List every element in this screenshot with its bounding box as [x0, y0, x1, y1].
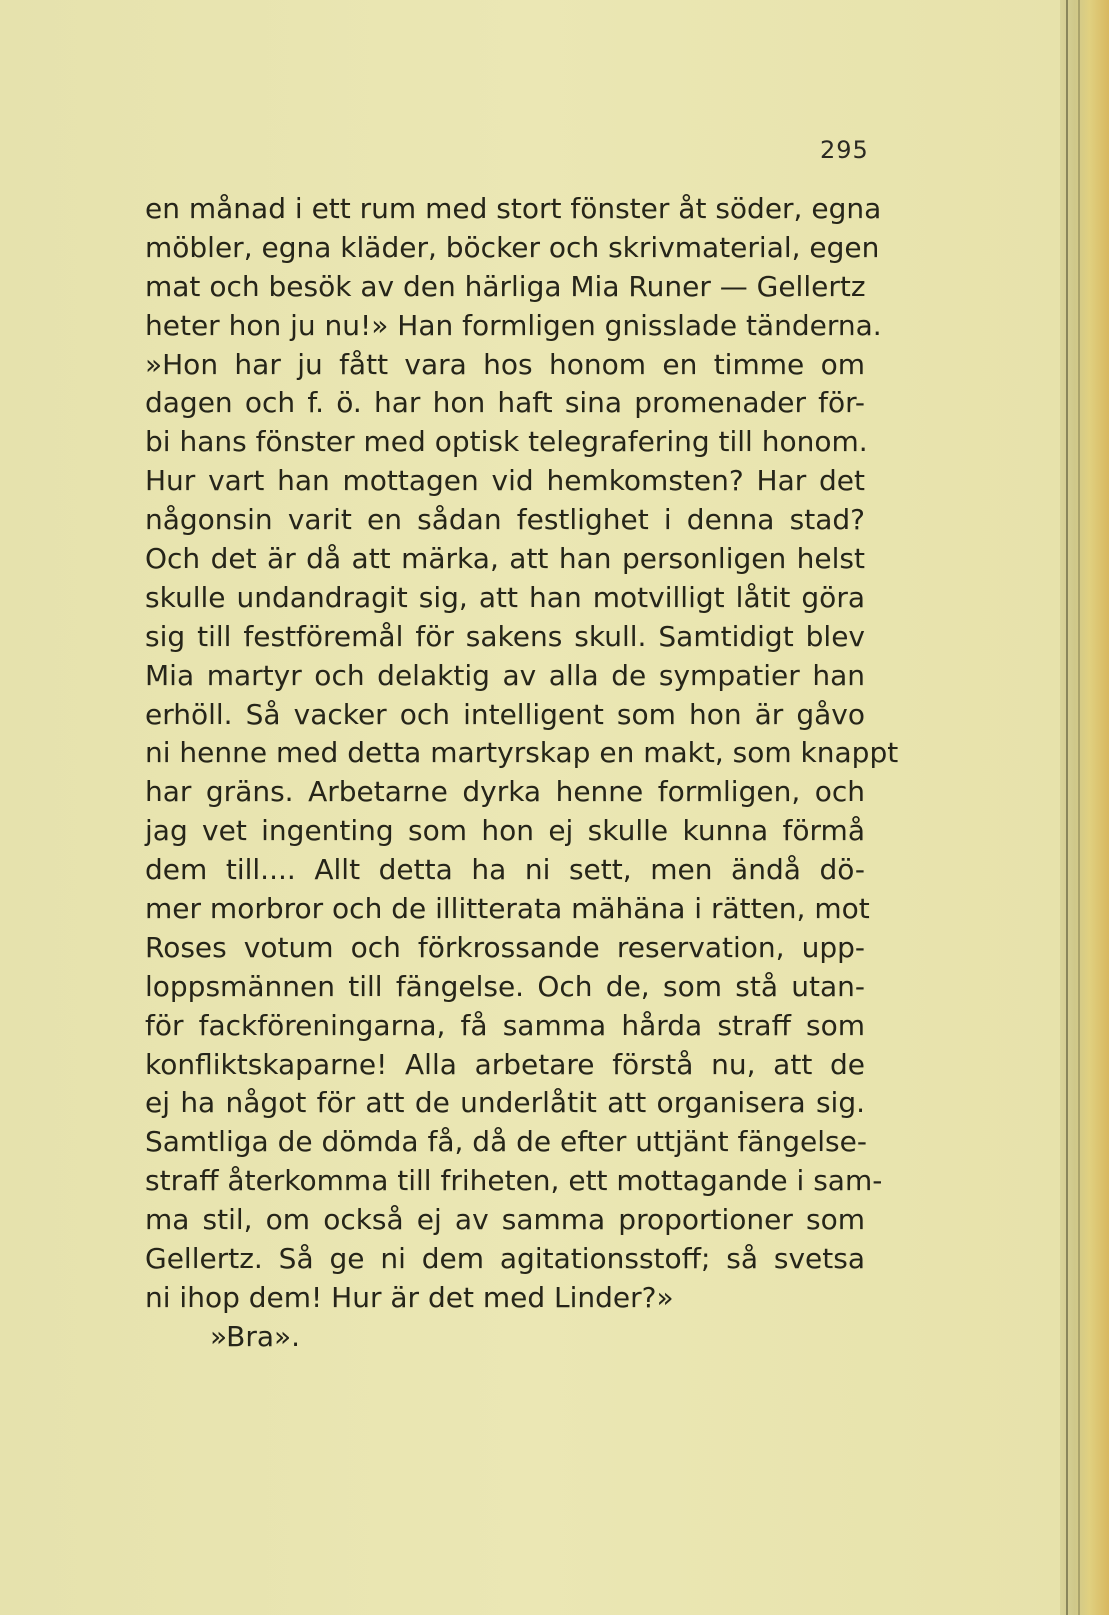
text-line: Gellertz. Så ge ni dem agitationsstoff; så svetsa	[145, 1242, 865, 1276]
text-line: dagen och f. ö. har hon haft sina promenader för-	[145, 386, 865, 420]
text-line: ni ihop dem! Hur är det med Linder?»	[145, 1280, 674, 1314]
edge-shadow-line	[1066, 0, 1068, 1615]
text-line: mat och besök av den härliga Mia Runer — Gellertz	[145, 269, 866, 303]
text-line: dem till.... Allt detta ha ni sett, men ändå dö-	[145, 853, 865, 887]
text-line: för fackföreningarna, få samma hårda straff som	[145, 1008, 865, 1042]
text-line: konfliktskaparne! Alla arbetare förstå nu, att de	[145, 1047, 865, 1081]
text-line: någonsin varit en sådan festlighet i denna stad?	[145, 503, 865, 537]
text-line: skulle undandragit sig, att han motvilligt låtit göra	[145, 580, 865, 614]
text-line: heter hon ju nu!» Han formligen gnisslade tänderna.	[145, 308, 882, 342]
text-line: ni henne med detta martyrskap en makt, som knappt	[145, 736, 899, 770]
page-number: 295	[820, 136, 869, 164]
body-text	[145, 190, 899, 1357]
text-line: Och det är då att märka, att han personligen helst	[145, 542, 865, 576]
edge-shadow-line	[1078, 0, 1080, 1615]
final-line: »Bra».	[210, 1319, 301, 1353]
text-line: mer morbror och de illitterata mähäna i rätten, mot	[145, 892, 870, 926]
text-line: har gräns. Arbetarne dyrka henne formligen, och	[145, 775, 865, 809]
text-line: ma stil, om också ej av samma proportioner som	[145, 1203, 865, 1237]
text-line: sig till festföremål för sakens skull. Samtidigt blev	[145, 619, 865, 653]
text-line: Hur vart han mottagen vid hemkomsten? Har det	[145, 464, 865, 498]
text-line: Mia martyr och delaktig av alla de sympatier han	[145, 658, 865, 692]
text-line: ej ha något för att de underlåtit att organisera sig.	[145, 1086, 865, 1120]
text-line: bi hans fönster med optisk telegrafering till honom.	[145, 425, 868, 459]
text-line: straff återkomma till friheten, ett mottagande i sam-	[145, 1164, 883, 1198]
page-edge	[1060, 0, 1109, 1615]
text-line: jag vet ingenting som hon ej skulle kunna förmå	[145, 814, 865, 848]
text-line: möbler, egna kläder, böcker och skrivmaterial, egen	[145, 230, 880, 264]
text-line: »Hon har ju fått vara hos honom en timme om	[145, 347, 865, 381]
text-line: Samtliga de dömda få, då de efter uttjänt fängelse-	[145, 1125, 867, 1159]
text-line: Roses votum och förkrossande reservation, upp-	[145, 930, 865, 964]
text-line: en månad i ett rum med stort fönster åt söder, egna	[145, 192, 882, 225]
text-line: erhöll. Så vacker och intelligent som hon är gåvo	[145, 697, 865, 731]
text-line: loppsmännen till fängelse. Och de, som stå utan-	[145, 969, 865, 1003]
